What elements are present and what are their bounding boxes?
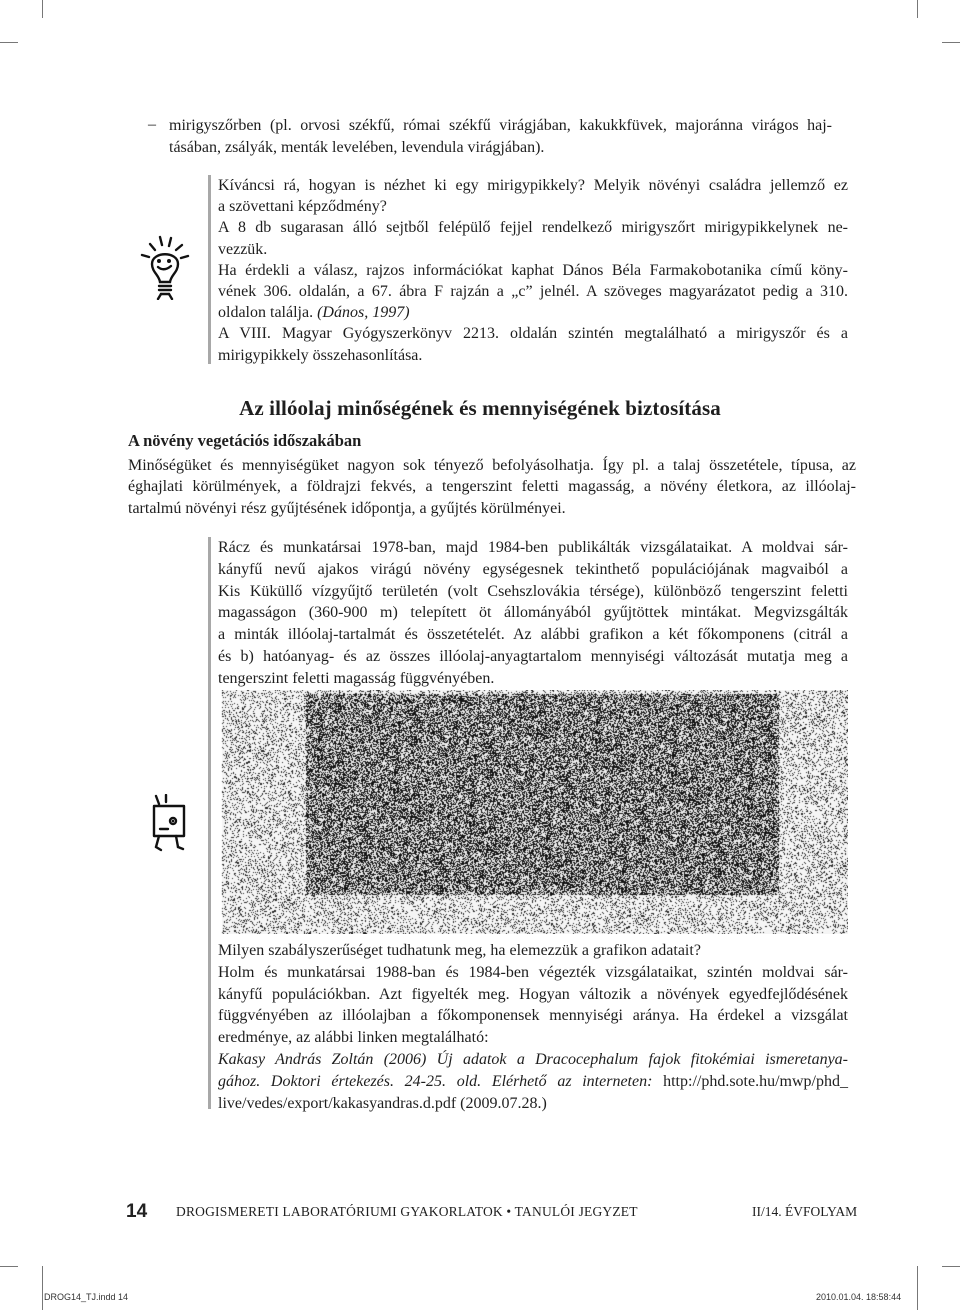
text-line: és b) hatóanyag- és az összes illóolaj-anyagtartalom mennyiségi változását mutatja meg a: [218, 647, 848, 665]
citation-prefix: oldalon találja.: [218, 304, 318, 322]
research-box-bar: [208, 537, 211, 1109]
reference-italic: gához. Doktori értekezés. 24-25. old. Elérhető az interneten:: [218, 1072, 653, 1090]
text-line: kányfű populációkban. Azt figyelték meg. Hogyan változik a növények egyedfejlődésének: [218, 985, 848, 1003]
slug-date: 2010.01.04. 18:58:44: [816, 1292, 902, 1302]
text-line: Holm és munkatársai 1988-ban és 1984-ben végezték vizsgálataikat, szintén moldvai sár-: [218, 963, 848, 981]
text-line: Kíváncsi rá, hogyan is nézhet ki egy mirigypikkely? Melyik növényi családra jellemző ez: [218, 177, 848, 194]
bullet-dash: –: [148, 116, 156, 133]
text-line: eredménye, az alábbi linken megtalálható:: [218, 1029, 489, 1047]
text-line: tengerszint feletti magasság függvényében.: [218, 669, 495, 687]
text-line: A 8 db sugarasan álló sejtből felépülő fejjel rendelkező mirigyszőrt mirigypikkelynek ne-: [218, 219, 848, 237]
book-reader-icon: [146, 794, 192, 852]
text-line: Milyen szabályszerűséget tudhatunk meg, ha elemezzük a grafikon adatait?: [218, 942, 701, 959]
reference-line: Kakasy András Zoltán (2006) Új adatok a Dracocephalum fajok fitokémiai ismeretanya-: [218, 1050, 848, 1068]
footer-grade: II/14. ÉVFOLYAM: [752, 1204, 858, 1219]
text-line: vének 306. oldalán, a 67. ábra F rajzán a „c” jelnél. A szöveges magyarázatot pedig a 310.: [218, 283, 848, 301]
section-title: Az illóolaj minőségének és mennyiségének biztosítása: [239, 396, 721, 420]
subheading: A növény vegetációs időszakában: [128, 431, 362, 450]
text-line: A VIII. Magyar Gyógyszerkönyv 2213. oldalán szintén megtalálható a mirigyszőr és a: [218, 325, 848, 343]
text-line: éghajlati körülmények, a földrajzi fekvés, a tengerszint feletti magasság, a növény életkora, az illóolaj-: [128, 478, 856, 496]
crop-mark: [0, 1266, 18, 1267]
text-line: magasságon (360-900 m) telepített öt állományából gyűjtöttek mintákat. Megvizsgálták: [218, 604, 848, 622]
crop-mark: [42, 1266, 43, 1310]
bullet-paragraph: [169, 115, 832, 158]
reference-line: [218, 1071, 848, 1093]
text-line: kányfű nevű ajakos virágú növény egységesnek tekinthető populációjának magvaiból a: [218, 560, 848, 578]
page-number: 14: [126, 1201, 148, 1222]
text-line: mirigyszőrben (pl. orvosi székfű, római székfű virágjában, kakukkfüvek, majoránna virágos haj-: [169, 117, 832, 134]
crop-mark: [942, 1266, 960, 1267]
text-line: a szövettani képződmény?: [218, 198, 387, 216]
text-line: [218, 302, 848, 323]
text-line: tásában, zsályák, menták levelében, levendula virágjában).: [169, 138, 545, 156]
citation: (Dános, 1997): [317, 304, 410, 322]
crop-mark: [42, 0, 43, 18]
slug-filename: DROG14_TJ.indd 14: [44, 1292, 129, 1302]
research-paragraph: [218, 537, 848, 690]
text-line: Minőségüket és mennyiségüket nagyon sok tényező befolyásolhatja. Így pl. a talaj összetétele, típusa, az: [128, 457, 856, 474]
text-line: a minták illóolaj-tartalmát és összetételét. Az alábbi grafikon a két főkomponens (citrál a: [218, 626, 848, 644]
reference-url-line[interactable]: live/vedes/export/kakasyandras.d.pdf (2009.07.28.): [218, 1094, 547, 1112]
text-line: Rácz és munkatársai 1978-ban, majd 1984-ben publikálták vizsgálataikat. A moldvai sár-: [218, 539, 848, 556]
text-line: Ha érdekli a válasz, rajzos információkat kaphat Dános Béla Farmakobotanika című köny-: [218, 261, 848, 279]
text-line: Kis Küküllő vízgyűjtő területén (volt Csehszlovákia térsége), különböző tengerszint feletti: [218, 582, 848, 600]
tip-paragraph: [218, 175, 848, 366]
text-line: függvényében az illóolajban a főkomponensek mennyiségi aránya. Ha érdekel a vizsgálat: [218, 1007, 848, 1025]
scanned-graph-image: [216, 690, 848, 934]
tip-box-bar: [208, 175, 211, 364]
intro-paragraph: [128, 455, 856, 519]
text-line: tartalmú növényi rész gyűjtésének időpontja, a gyűjtés körülményei.: [128, 499, 566, 517]
research-question-paragraph: [218, 940, 848, 1114]
lightbulb-face-icon: [140, 234, 190, 300]
crop-mark: [917, 1266, 918, 1310]
text-line: mirigypikkely összehasonlítása.: [218, 346, 423, 364]
crop-mark: [917, 0, 918, 18]
crop-mark: [942, 42, 960, 43]
text-line: vezzük.: [218, 240, 268, 258]
footer-title: DROGISMERETI LABORATÓRIUMI GYAKORLATOK • TANULÓI JEGYZET: [176, 1204, 638, 1219]
page-footer: [0, 1201, 960, 1223]
crop-mark: [0, 42, 18, 43]
reference-url[interactable]: http://phd.sote.hu/mwp/phd_: [652, 1072, 848, 1090]
